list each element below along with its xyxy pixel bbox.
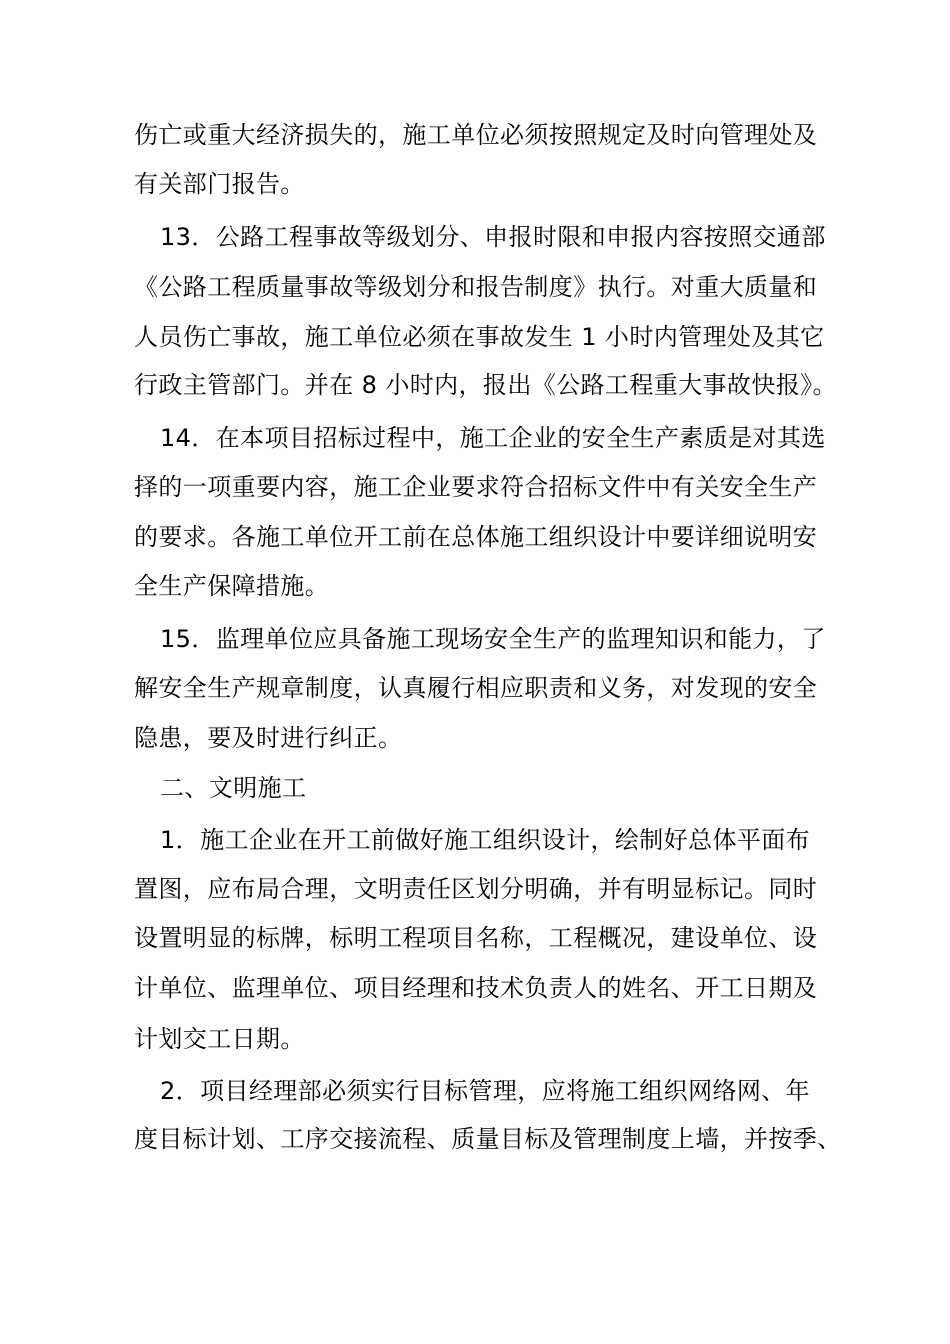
text-line: 设置明显的标牌，标明工程项目名称，工程概况，建设单位、设 [134, 924, 818, 952]
text-line: 的要求。各施工单位开工前在总体施工组织设计中要详细说明安 [134, 523, 818, 551]
text-line: 计单位、监理单位、项目经理和技术负责人的姓名、开工日期及 [134, 974, 818, 1002]
text-line: 伤亡或重大经济损失的，施工单位必须按照规定及时向管理处及 [134, 121, 818, 149]
text-line: 行政主管部门。并在 8 小时内，报出《公路工程重大事故快报》。 [134, 371, 837, 399]
text-line: 计划交工日期。 [134, 1025, 305, 1053]
section-heading-civilized-construction: 二、文明施工 [160, 774, 307, 802]
section-13-heading-line: 13．公路工程事故等级划分、申报时限和申报内容按照交通部 [160, 223, 826, 251]
text-line: 解安全生产规章制度，认真履行相应职责和义务，对发现的安全 [134, 674, 818, 702]
text-line: 全生产保障措施。 [134, 572, 330, 600]
text-line: 《公路工程质量事故等级划分和报告制度》执行。对重大质量和 [134, 273, 818, 301]
item-1-heading-line: 1．施工企业在开工前做好施工组织设计，绘制好总体平面布 [160, 826, 811, 854]
item-2-heading-line: 2．项目经理部必须实行目标管理，应将施工组织网络网、年 [160, 1077, 811, 1105]
text-line: 置图，应布局合理，文明责任区划分明确，并有明显标记。同时 [134, 875, 818, 903]
text-line: 择的一项重要内容，施工企业要求符合招标文件中有关安全生产 [134, 473, 818, 501]
section-15-heading-line: 15．监理单位应具备施工现场安全生产的监理知识和能力，了 [160, 625, 826, 653]
section-14-heading-line: 14．在本项目招标过程中，施工企业的安全生产素质是对其选 [160, 424, 826, 452]
text-line: 人员伤亡事故，施工单位必须在事故发生 1 小时内管理处及其它 [134, 323, 825, 351]
text-line: 度目标计划、工序交接流程、质量目标及管理制度上墙，并按季、 [134, 1125, 842, 1153]
text-line: 有关部门报告。 [134, 170, 305, 198]
text-line: 隐患，要及时进行纠正。 [134, 724, 403, 752]
